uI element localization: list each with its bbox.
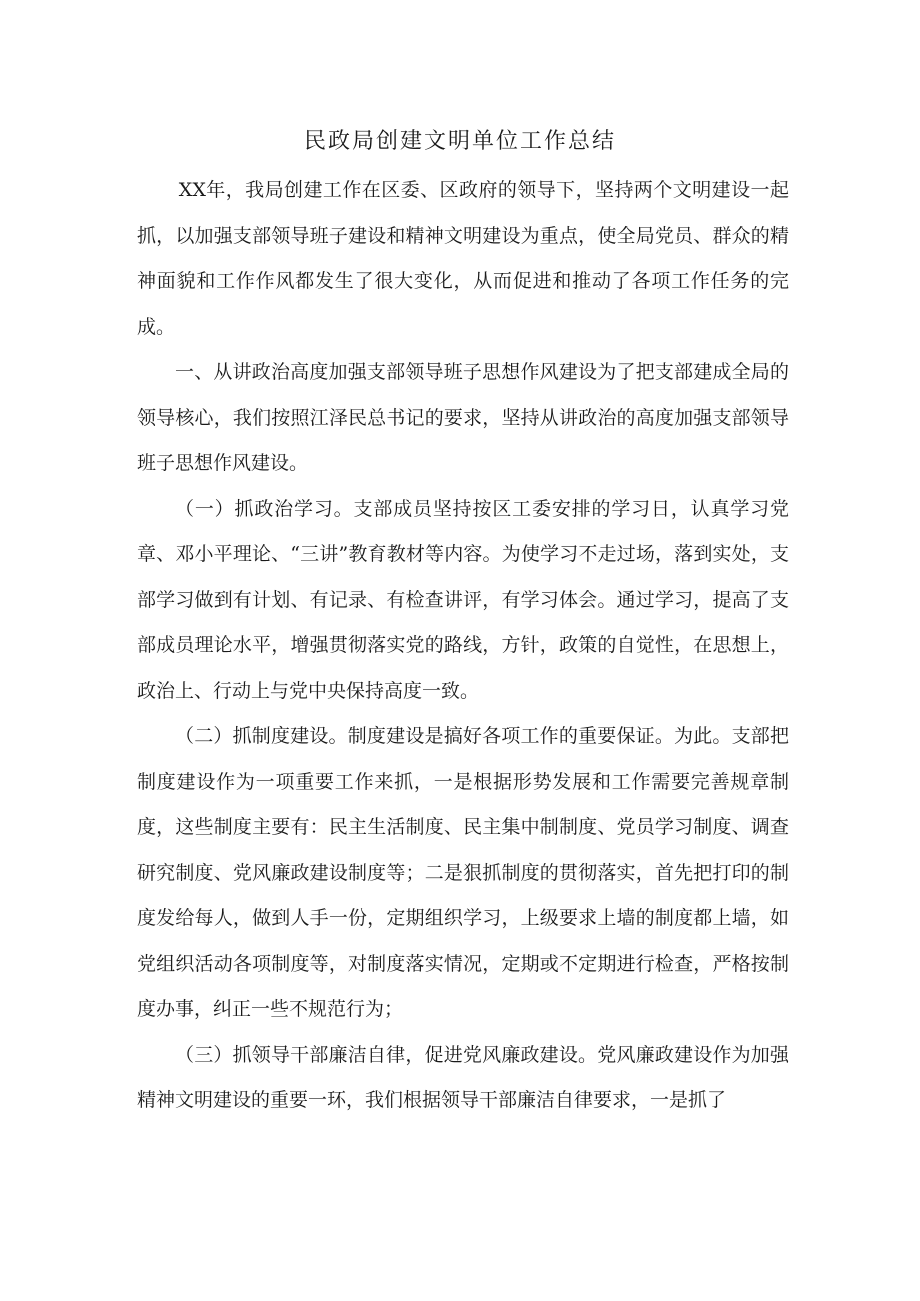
paragraph-intro: XX年，我局创建工作在区委、区政府的领导下，坚持两个文明建设一起抓，以加强支部领导班子建设和精神文明建设为重点，使全局党员、群众的精神面貌和工作作风都发生了很大变化，从而促进和推动了各项工作任务的完成。 <box>137 179 789 338</box>
document-title: 民政局创建文明单位工作总结 <box>303 129 616 154</box>
paragraph-section-one: 一、从讲政治高度加强支部领导班子思想作风建设为了把支部建成全局的领导核心，我们按照江泽民总书记的要求，坚持从讲政治的高度加强支部领导班子思想作风建设。 <box>137 361 789 474</box>
paragraph-political-study: （一）抓政治学习。支部成员坚持按区工委安排的学习日，认真学习党章、邓小平理论、“三讲”教育教材等内容。为使学习不走过场，落到实处，支部学习做到有计划、有记录、有检查讲评，有学习体会。通过学习，提高了支部成员理论水平，增强贯彻落实党的路线，方针，政策的自觉性，在思想上，政治上、行动上与党中央保持高度一致。 <box>137 497 789 702</box>
paragraph-system-building: （二）抓制度建设。制度建设是搞好各项工作的重要保证。为此。支部把制度建设作为一项重要工作来抓，一是根据形势发展和工作需要完善规章制度，这些制度主要有：民主生活制度、民主集中制制度、党员学习制度、调查研究制度、党风廉政建设制度等；二是狠抓制度的贯彻落实，首先把打印的制度发给每人，做到人手一份，定期组织学习，上级要求上墙的制度都上墙，如党组织活动各项制度等，对制度落实情况，定期或不定期进行检查，严格按制度办事，纠正一些不规范行为； <box>137 725 789 1020</box>
document-body <box>137 168 789 1124</box>
paragraph-self-discipline: （三）抓领导干部廉洁自律，促进党风廉政建设。党风廉政建设作为加强精神文明建设的重要一环，我们根据领导干部廉洁自律要求，一是抓了 <box>137 1043 789 1111</box>
